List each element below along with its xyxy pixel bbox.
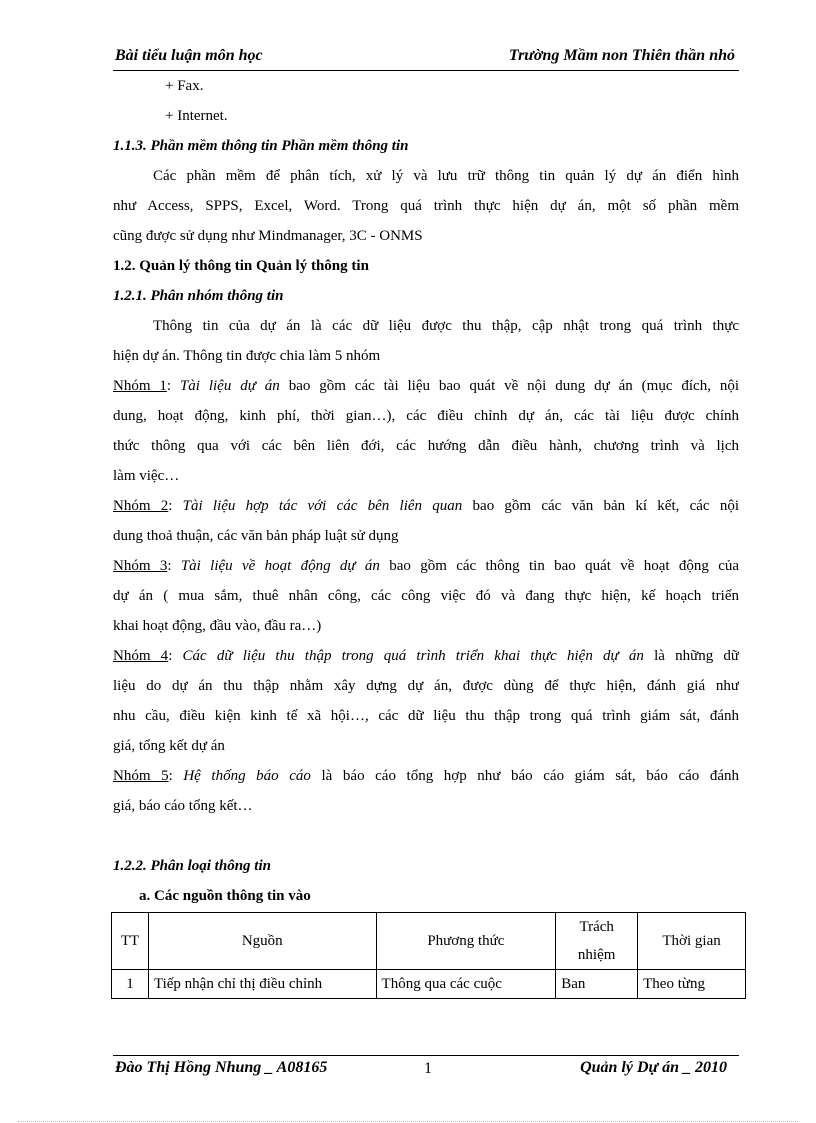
group-3-line-3: khai hoạt động, đầu vào, đầu ra…) bbox=[113, 618, 322, 634]
paragraph-groups-line-2: hiện dự án. Thông tin được chia làm 5 nhóm bbox=[113, 348, 381, 364]
group-2-line-2: dung thoả thuận, các văn bản pháp luật sử dụng bbox=[113, 528, 399, 544]
heading-1-2-1: 1.2.1. Phân nhóm thông tin bbox=[113, 288, 284, 304]
page-header bbox=[113, 46, 739, 71]
group-4-line-2: liệu do dự án thu thập nhằm xây dựng dự án, được dùng để thực hiện, đánh giá như bbox=[113, 678, 739, 694]
group-5-line-1: Nhóm 5: Hệ thống báo cáo là báo cáo tổng hợp như báo cáo giám sát, báo cáo đánh bbox=[113, 768, 739, 784]
page-edge-divider bbox=[18, 1121, 798, 1122]
group-1-line-1: Nhóm 1: Tài liệu dự án bao gồm các tài liệu bao quát về nội dung dự án (mục đích, nội bbox=[113, 378, 739, 394]
col-header-time: Thời gian bbox=[638, 913, 746, 970]
input-sources-table bbox=[111, 912, 746, 999]
group-4-line-4: giá, tổng kết dự án bbox=[113, 738, 225, 754]
header-school-name: Trường Mầm non Thiên thần nhỏ bbox=[508, 47, 735, 64]
group-4-label: Nhóm 4 bbox=[113, 648, 169, 664]
group-1-line-2: dung, hoạt động, kinh phí, thời gian…), các điều chỉnh dự án, các tài liệu được chính bbox=[113, 408, 739, 424]
cell-tt: 1 bbox=[112, 970, 149, 999]
heading-1-2: 1.2. Quản lý thông tin Quản lý thông tin bbox=[113, 258, 369, 274]
page-number: 1 bbox=[424, 1060, 432, 1077]
cell-responsibility: Ban bbox=[556, 970, 638, 999]
group-3-text: bao gồm các thông tin bao quát về hoạt động của bbox=[389, 558, 739, 574]
paragraph-software-line-2: như Access, SPPS, Excel, Word. Trong quá trình thực hiện dự án, một số phần mềm bbox=[113, 198, 739, 214]
group-5-line-2: giá, báo cáo tổng kết… bbox=[113, 798, 253, 814]
list-item-fax: + Fax. bbox=[165, 78, 204, 94]
group-2-title: Tài liệu hợp tác với các bên liên quan bbox=[182, 498, 463, 514]
group-4-line-1: Nhóm 4: Các dữ liệu thu thập trong quá trình triển khai thực hiện dự án là những dữ bbox=[113, 648, 739, 664]
group-5-label: Nhóm 5 bbox=[113, 768, 169, 784]
group-1-line-3: thức thông qua với các bên liên đới, các hướng dẫn điều hành, chương trình và lịch bbox=[113, 438, 739, 454]
col-header-responsibility bbox=[556, 913, 638, 970]
cell-method: Thông qua các cuộc bbox=[376, 970, 556, 999]
footer-author: Đào Thị Hồng Nhung _ A08165 bbox=[115, 1059, 328, 1076]
paragraph-groups-line-1: Thông tin của dự án là các dữ liệu được thu thập, cập nhật trong quá trình thực bbox=[153, 318, 739, 334]
document-body bbox=[113, 71, 739, 911]
header-course-title: Bài tiểu luận môn học bbox=[115, 47, 263, 64]
col-header-source: Nguồn bbox=[148, 913, 376, 970]
group-3-line-2: dự án ( mua sắm, thuê nhân công, các công việc đó và đang thực hiện, kế hoạch triển bbox=[113, 588, 739, 604]
paragraph-software-line-3: cũng được sử dụng như Mindmanager, 3C - ONMS bbox=[113, 228, 423, 244]
group-3-line-1: Nhóm 3: Tài liệu về hoạt động dự án bao gồm các thông tin bao quát về hoạt động của bbox=[113, 558, 739, 574]
footer-subject: Quản lý Dự án _ 2010 bbox=[580, 1059, 727, 1076]
group-3-title: Tài liệu về hoạt động dự án bbox=[180, 558, 380, 574]
col-header-method: Phương thức bbox=[376, 913, 556, 970]
table-row bbox=[112, 970, 746, 999]
page-footer bbox=[113, 1055, 739, 1082]
cell-source: Tiếp nhận chỉ thị điều chỉnh bbox=[148, 970, 376, 999]
spacer bbox=[113, 821, 739, 851]
group-4-title: Các dữ liệu thu thập trong quá trình triển khai thực hiện dự án bbox=[182, 648, 644, 664]
group-2-text: bao gồm các văn bản kí kết, các nội bbox=[472, 498, 739, 514]
col-header-responsibility-l1: Trách bbox=[579, 919, 614, 935]
table-header-row bbox=[112, 913, 746, 970]
group-4-text: là những dữ bbox=[654, 648, 739, 664]
cell-time: Theo từng bbox=[638, 970, 746, 999]
group-5-text: là báo cáo tổng hợp như báo cáo giám sát, báo cáo đánh bbox=[321, 768, 739, 784]
heading-1-1-3: 1.1.3. Phần mềm thông tin Phần mềm thông tin bbox=[113, 138, 409, 154]
group-2-label: Nhóm 2 bbox=[113, 498, 169, 514]
paragraph-software-line-1: Các phần mềm để phân tích, xử lý và lưu trữ thông tin quản lý dự án điển hình bbox=[153, 168, 739, 184]
group-4-line-3: nhu cầu, điều kiện kinh tế xã hội…, các dữ liệu thu thập trong quá trình giám sát, đánh bbox=[113, 708, 739, 724]
col-header-responsibility-l2: nhiệm bbox=[577, 947, 616, 963]
group-1-text: bao gồm các tài liệu bao quát về nội dung dự án (mục đích, nội bbox=[288, 378, 739, 394]
heading-1-2-2: 1.2.2. Phân loại thông tin bbox=[113, 858, 271, 874]
col-header-tt: TT bbox=[112, 913, 149, 970]
group-2-line-1: Nhóm 2: Tài liệu hợp tác với các bên liên quan bao gồm các văn bản kí kết, các nội bbox=[113, 498, 739, 514]
group-1-label: Nhóm 1 bbox=[113, 378, 167, 394]
group-1-line-4: làm việc… bbox=[113, 468, 180, 484]
list-item-internet: + Internet. bbox=[165, 108, 228, 124]
group-5-title: Hệ thống báo cáo bbox=[183, 768, 311, 784]
group-1-title: Tài liệu dự án bbox=[179, 378, 280, 394]
heading-a: a. Các nguồn thông tin vào bbox=[139, 888, 311, 904]
group-3-label: Nhóm 3 bbox=[113, 558, 168, 574]
